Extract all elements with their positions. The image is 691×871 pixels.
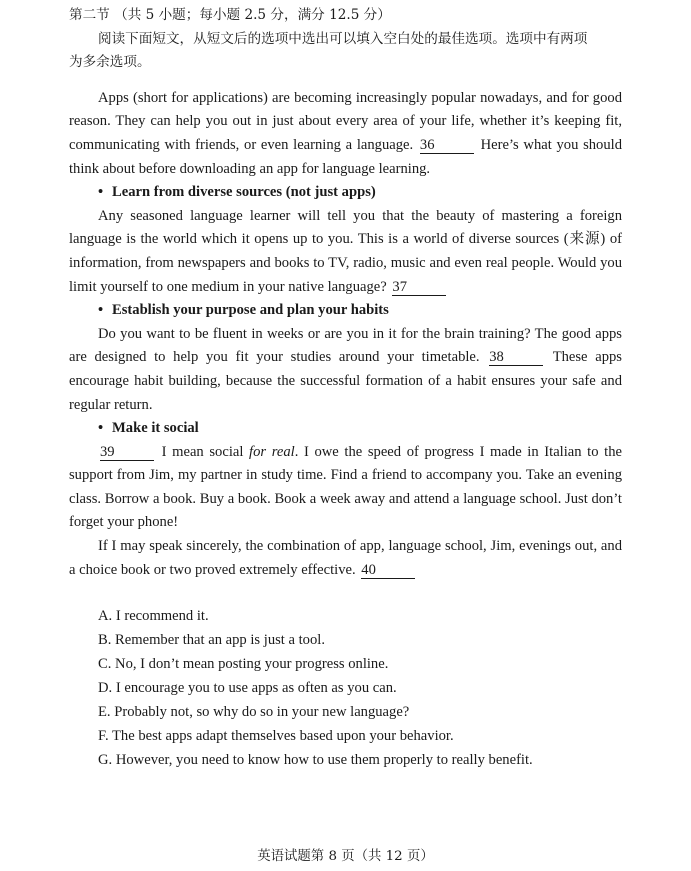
paragraph-3: [69, 323, 622, 417]
paragraph-3-text-b: These apps encourage habit building, because the successful formation of a habit ensures your safe and regular return.: [69, 349, 622, 413]
blank-36[interactable]: 36: [420, 138, 474, 154]
paragraph-1-text-b: Here’s what you should think about before downloading an app for language learning.: [69, 136, 622, 177]
instruction-line-1: 阅读下面短文，从短文后的选项中选出可以填入空白处的最佳选项。选项中有两项: [98, 30, 588, 47]
spacer: [69, 75, 622, 87]
option-c[interactable]: C. No, I don’t mean posting your progress online.: [98, 656, 389, 673]
option-g[interactable]: G. However, you need to know how to use them properly to really benefit.: [98, 752, 533, 769]
paragraph-3-text-a: Do you want to be fluent in weeks or are you in it for the brain training? The good apps are designed to help you fit your studies around your timetable.: [69, 325, 622, 366]
paragraph-4-italic: for real: [249, 443, 295, 460]
heading-2-text: Establish your purpose and plan your habits: [112, 302, 389, 319]
bullet-icon: •: [98, 184, 104, 201]
blank-37[interactable]: 37: [392, 280, 446, 296]
heading-make-social: [69, 417, 622, 441]
paragraph-4: [69, 441, 622, 535]
option-a[interactable]: A. I recommend it.: [98, 608, 209, 625]
paragraph-2-text: Any seasoned language learner will tell you that the beauty of mastering a foreign language is the world which it opens up to you. This is a world of diverse sources (来源) of information, from newspapers and books to TV, radio, music and even real people. Would you limit yourself to one medium in your native language?: [69, 207, 622, 295]
page-footer: 英语试题第 8 页（共 12 页）: [257, 849, 434, 864]
paragraph-5-text: If I may speak sincerely, the combination of app, language school, Jim, evenings out, and a choice book or two proved extremely effective.: [69, 538, 622, 578]
blank-38[interactable]: 38: [489, 350, 543, 366]
option-b[interactable]: B. Remember that an app is just a tool.: [98, 632, 325, 649]
bullet-icon: •: [98, 302, 104, 319]
options-list: [69, 604, 622, 772]
bullet-icon: •: [98, 420, 104, 437]
option-f[interactable]: F. The best apps adapt themselves based upon your behavior.: [98, 728, 454, 745]
exam-page: [69, 4, 622, 772]
spacer: [69, 582, 622, 604]
heading-diverse-sources: [69, 181, 622, 205]
heading-purpose-habits: [69, 299, 622, 323]
section-title: 第二节 （共 5 小题；每小题 2.5 分，满分 12.5 分）: [69, 7, 391, 23]
paragraph-5: [69, 535, 622, 582]
heading-3-text: Make it social: [112, 420, 199, 437]
paragraph-4-text-b: . I owe the speed of progress I made in Italian to the support from Jim, my partner in study time. Find a friend to accompany you. Take an evening class. Borrow a book. Buy a book. Book a week away and attend a language school. Just don’t forget your phone!: [69, 443, 622, 531]
instruction-line-2: 为多余选项。: [69, 54, 151, 71]
paragraph-1: [69, 87, 622, 181]
heading-1-text: Learn from diverse sources (not just apps): [112, 184, 376, 201]
option-d[interactable]: D. I encourage you to use apps as often as you can.: [98, 680, 397, 697]
blank-40[interactable]: 40: [361, 563, 415, 579]
paragraph-4-text-a: I mean social: [161, 443, 244, 460]
paragraph-2: [69, 205, 622, 299]
paragraph-1-text-a: Apps (short for applications) are becoming increasingly popular nowadays, and for good reason. They can help you out in just about every area of your life, whether it’s keeping fit, communicating with friends, or even learning a language.: [69, 89, 622, 153]
blank-39[interactable]: 39: [100, 445, 154, 461]
option-e[interactable]: E. Probably not, so why do so in your new language?: [98, 704, 410, 721]
